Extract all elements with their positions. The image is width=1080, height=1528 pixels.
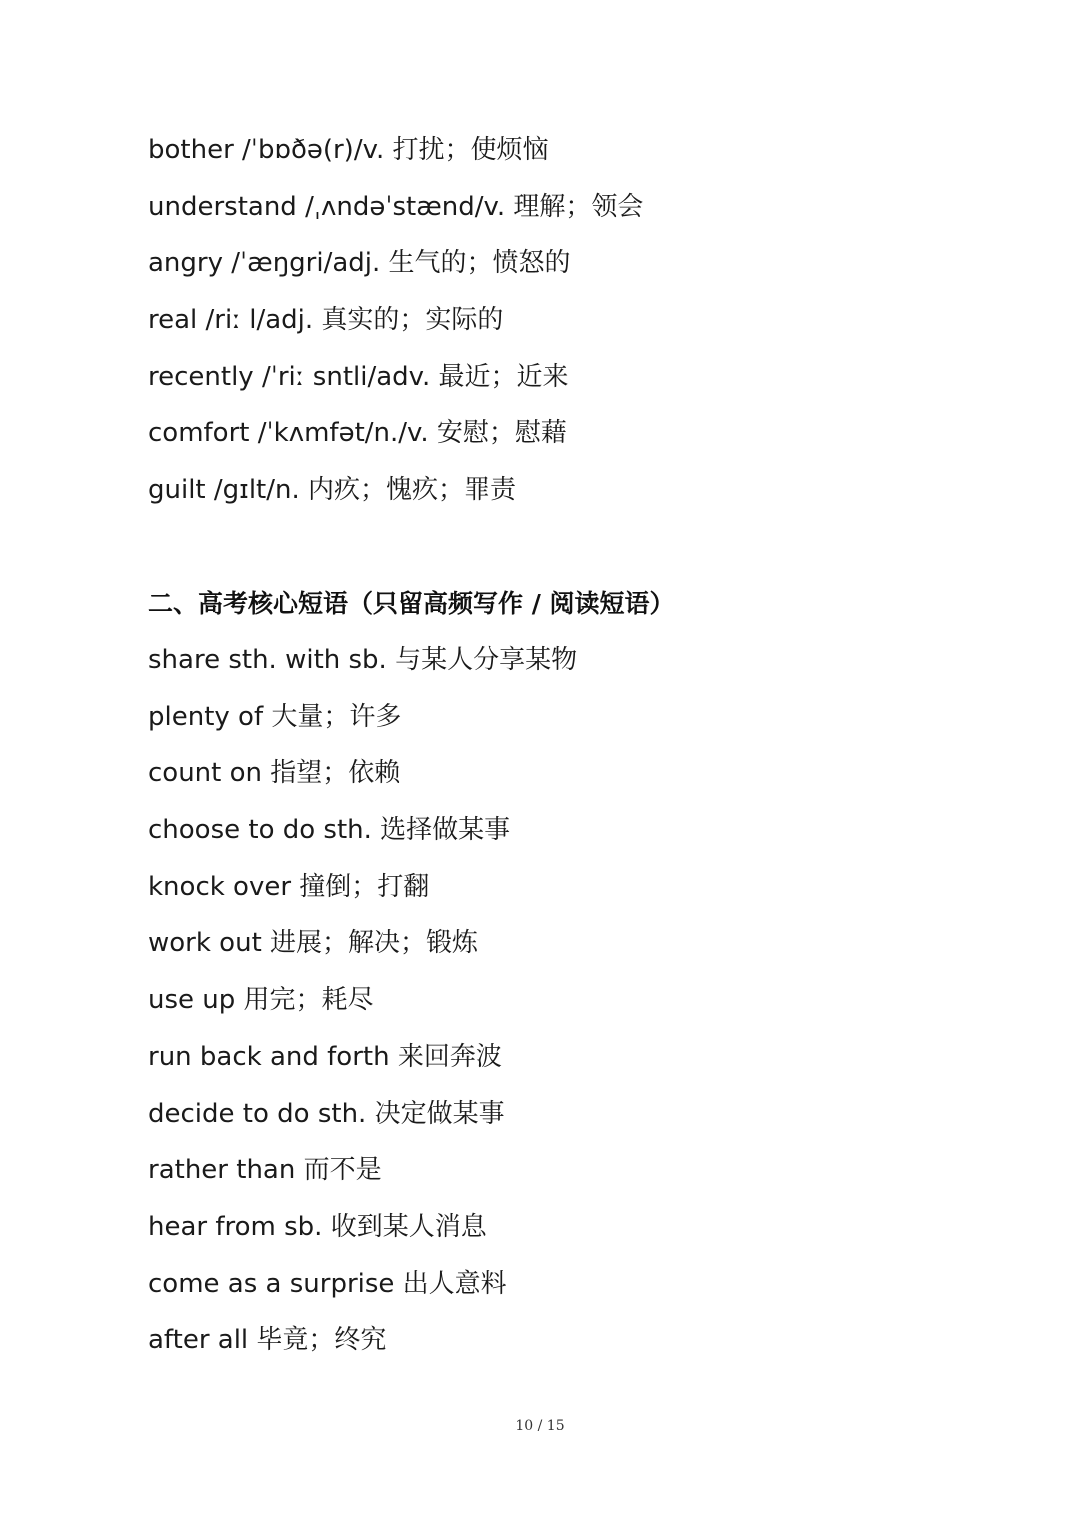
vocab-entry: recently /ˈriː sntli/adv. 最近；近来: [148, 361, 569, 392]
vocab-entry: angry /ˈæŋgri/adj. 生气的；愤怒的: [148, 248, 571, 279]
vocab-entry: understand /ˌʌndəˈstænd/v. 理解；领会: [148, 191, 644, 222]
vocab-entry: bother /ˈbɒðə(r)/v. 打扰；使烦恼: [148, 135, 549, 165]
phrase-entry: after all 毕竟；终究: [148, 1325, 387, 1356]
phrase-entry: knock over 撞倒；打翻: [148, 871, 430, 902]
vocabulary-list: [148, 127, 643, 524]
phrase-entry: come as a surprise 出人意料: [148, 1268, 507, 1299]
vocab-entry: real /riː l/adj. 真实的；实际的: [148, 305, 504, 336]
section-heading: 二、高考核心短语（只留高频写作 / 阅读短语）: [148, 589, 675, 618]
page-number: 10 / 15: [515, 1418, 565, 1434]
vocab-entry: comfort /ˈkʌmfət/n./v. 安慰；慰藉: [148, 418, 567, 449]
phrase-entry: share sth. with sb. 与某人分享某物: [148, 645, 578, 675]
phrase-entry: rather than 而不是: [148, 1155, 382, 1186]
phrase-entry: work out 进展；解决；锻炼: [148, 928, 479, 959]
phrase-list: [148, 637, 577, 1374]
phrase-entry: plenty of 大量；许多: [148, 701, 402, 732]
phrase-entry: hear from sb. 收到某人消息: [148, 1211, 487, 1242]
phrase-entry: count on 指望；依赖: [148, 758, 401, 789]
phrase-entry: use up 用完；耗尽: [148, 985, 374, 1016]
vocab-entry: guilt /gɪlt/n. 内疚；愧疚；罪责: [148, 475, 516, 506]
phrase-entry: decide to do sth. 决定做某事: [148, 1098, 505, 1129]
phrase-entry: choose to do sth. 选择做某事: [148, 815, 511, 846]
phrase-entry: run back and forth 来回奔波: [148, 1041, 502, 1072]
